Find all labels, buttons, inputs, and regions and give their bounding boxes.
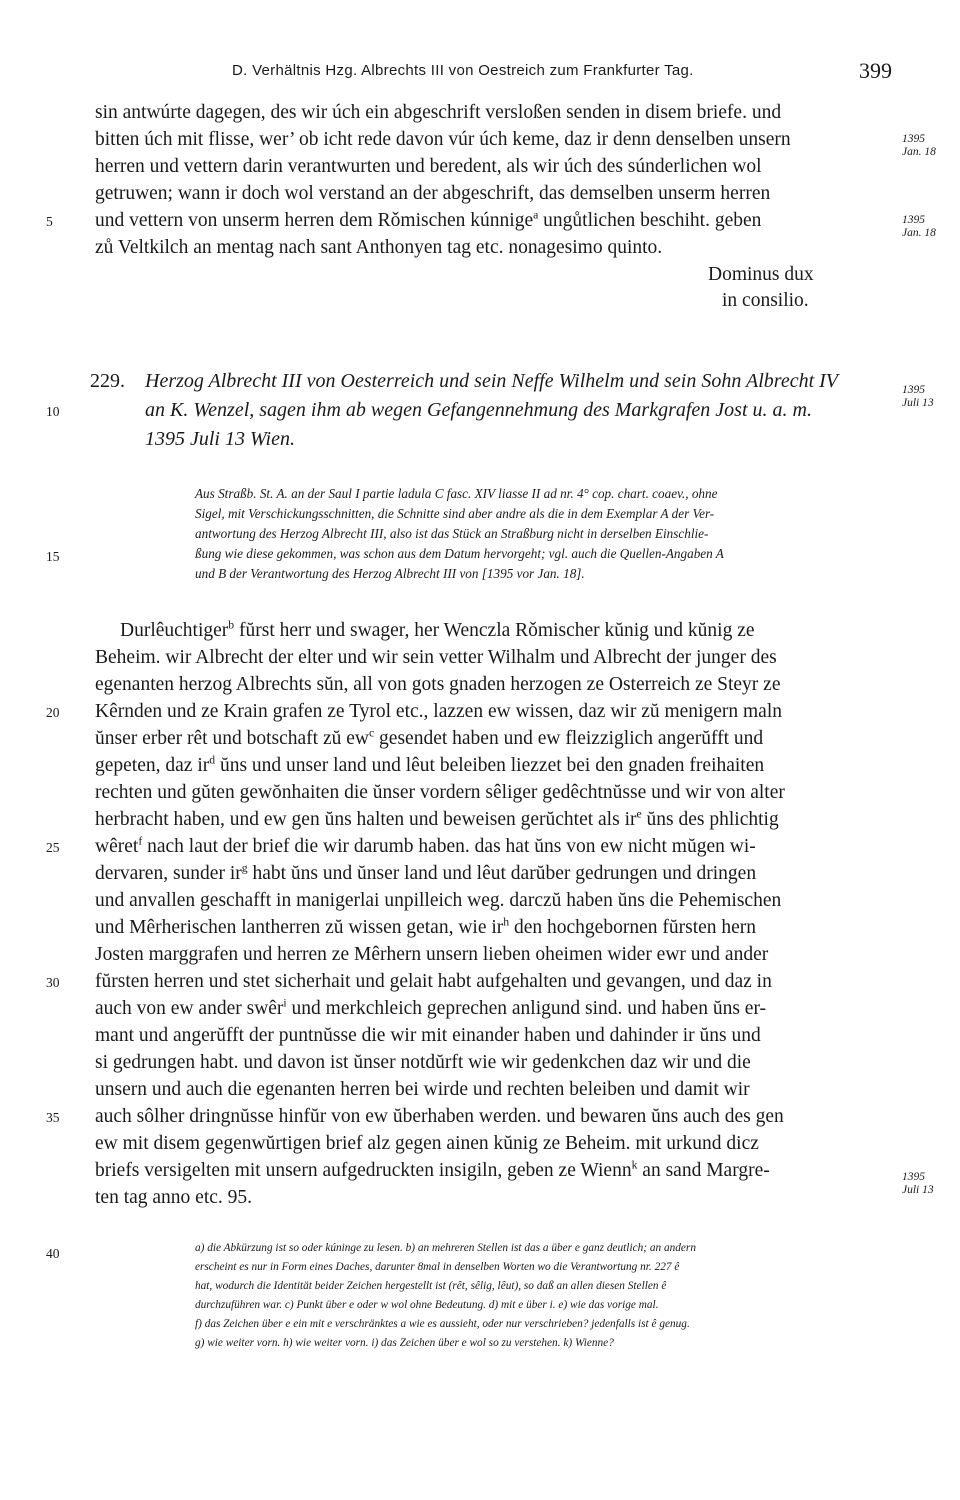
page-header	[232, 58, 892, 86]
text-line: herren und vettern darin verantwurten und beredent, als wir úch des súnderlichen wol	[95, 156, 762, 177]
line-number: 10	[46, 404, 60, 419]
page-number: 399	[859, 58, 892, 83]
document-title-line: Herzog Albrecht III von Oesterreich und sein Neffe Wilhelm und sein Sohn Albrecht IV	[145, 370, 839, 392]
source-line: Sigel, mit Verschickungsschnitten, die Schnitte sind aber andre als die in dem Exemplar A der Ver-	[195, 506, 715, 521]
margin-date: 1395 Jan. 18	[902, 133, 936, 158]
source-line: ßung wie diese gekommen, was schon aus dem Datum hervorgeht; vgl. auch die Quellen-Angaben A	[195, 546, 724, 561]
text-line: auch sôlher dringnŭsse hinfŭr von ew ŭberhaben werden. und bewaren ŭns auch des gen	[95, 1106, 784, 1127]
text-line: bitten úch mit flisse, wer’ ob icht rede davon vúr úch keme, daz ir denn denselben unsern	[95, 129, 791, 150]
source-line: antwortung des Herzog Albrecht III, also ist das Stück an Straßburg nicht in derselben Einschlie-	[195, 526, 709, 541]
text-line: fŭrsten herren und stet sicherhait und gelait habt aufgehalten und gevangen, und daz in	[95, 971, 772, 992]
footnote-line: erscheint es nur in Form eines Daches, darunter 8mal in denselben Worten wo die Verantwortung nr. 227 ê	[195, 1261, 680, 1273]
text-line: gepeten, daz $ir^d$ ŭns und unser land und lêut beleiben liezzet bei den gnaden freihaiten	[95, 753, 765, 776]
text-line: mant und angerŭfft der puntnŭsse die wir mit einander haben und dahinder ir ŭns und	[95, 1025, 761, 1046]
text-line: und vettern von unserm herren dem Rǒmischen kúnnige$^a$ ungůtlichen beschiht. geben	[95, 208, 762, 231]
line-number: 30	[46, 975, 60, 990]
text-line: sin antwúrte dagegen, des wir úch ein abgeschrift versloßen senden in disem briefe. und	[95, 102, 782, 123]
footnote-line: hat, wodurch die Identität beider Zeichen hergestellt ist (rêt, sêlig, lêut), so daß an allen diesen Stellen ê	[195, 1280, 667, 1292]
text-line: ten tag anno etc. 95.	[95, 1187, 253, 1208]
margin-date: 1395 Jan. 18	[902, 214, 936, 239]
footnote-line: a) die Abkürzung ist so oder kúninge zu lesen. b) an mehreren Stellen ist das a über e ganz deutlich; an andern	[195, 1242, 696, 1254]
line-number: 5	[46, 214, 53, 229]
running-head: D. Verhältnis Hzg. Albrechts III von Oestreich zum Frankfurter Tag.	[232, 62, 694, 79]
source-line: Aus Straßb. St. A. an der Saul I partie ladula C fasc. XIV liasse II ad nr. 4° cop. chart. coaev., ohne	[195, 486, 718, 501]
line-number: 35	[46, 1110, 60, 1125]
document-number: 229.	[90, 370, 125, 392]
line-number: 20	[46, 705, 60, 720]
text-line: auch von ew ander swêr$^i$ und merkchleich geprechen anligund sind. und haben ŭns er-	[95, 996, 767, 1019]
footnote-line: f) das Zeichen über e ein mit e verschränktes a wie es aussieht, oder nur verschrieben? jedenfalls ist ê genug.	[195, 1318, 690, 1330]
text-line: ŭnser erber rêt und botschaft zŭ $ew^c$ gesendet haben und ew fleizziglich angerŭfft und	[95, 726, 764, 749]
text-line: Kêrnden und ze Krain grafen ze Tyrol etc., lazzen ew wissen, daz wir zŭ menigern maln	[95, 701, 782, 722]
text-line: briefs versigelten mit unsern aufgedruckten insigiln, geben ze Wienn$^k$ an sand Margre-	[95, 1158, 770, 1181]
line-number: 25	[46, 840, 60, 855]
signature-line: in consilio.	[722, 290, 809, 311]
margin-date: 1395 Juli 13	[902, 384, 934, 409]
line-number: 15	[46, 549, 60, 564]
text-line: unsern und auch die egenanten herren bei wirde und rechten beleiben und damit wir	[95, 1079, 750, 1100]
text-line: Durlêuchtiger$^b$ fŭrst herr und swager, her Wenczla Rǒmischer kŭnig und kŭnig ze	[120, 618, 755, 641]
line-number: 40	[46, 1246, 60, 1261]
document-title-line: 1395 Juli 13 Wien.	[145, 428, 295, 450]
signature-line: Dominus dux	[708, 264, 814, 285]
document-title-line: an K. Wenzel, sagen ihm ab wegen Gefangennehmung des Markgrafen Jost u. a. m.	[145, 399, 812, 421]
text-line: si gedrungen habt. und davon ist ŭnser notdŭrft wie wir gedenkchen daz wir und die	[95, 1052, 751, 1073]
margin-date: 1395 Juli 13	[902, 1171, 934, 1196]
text-line: dervaren, sunder $ir^g$ habt ŭns und ŭnser land und lêut darŭber gedrungen und dringen	[95, 861, 757, 884]
text-line: Josten marggrafen und herren ze Mêrhern unsern lieben oheimen wider ewr und ander	[95, 944, 769, 965]
text-line: wêret$^f$ nach laut der brief die wir darumb haben. das hat ŭns von ew nicht mŭgen wi-	[95, 834, 756, 857]
text-line: und Mêrherischen lantherren zŭ wissen getan, wie $ir^h$ den hochgebornen fŭrsten hern	[95, 915, 757, 938]
footnote-line: g) wie weiter vorn. h) wie weiter vorn. i) das Zeichen über e wol so zu verstehen. k) Wienne?	[195, 1337, 614, 1349]
text-line: Beheim. wir Albrecht der elter und wir sein vetter Wilhalm und Albrecht der junger des	[95, 647, 777, 668]
source-line: und B der Verantwortung des Herzog Albrecht III von [1395 vor Jan. 18].	[195, 566, 585, 581]
text-line: herbracht haben, und ew gen ŭns halten und beweisen gerŭchtet als $ir^e$ ŭns des phlichtig	[95, 807, 779, 830]
text-line: egenanten herzog Albrechts sŭn, all von gots gnaden herzogen ze Osterreich ze Steyr ze	[95, 674, 781, 695]
text-line: getruwen; wann ir doch wol verstand an der abgeschrift, das demselben unserm herren	[95, 183, 771, 204]
text-line: und anvallen geschafft in manigerlai unpilleich weg. darczŭ haben ŭns die Pehemischen	[95, 890, 782, 911]
text-line: rechten und gŭten gewŏnhaiten die ŭnser vordern sêliger gedêchtnŭsse und wir von alter	[95, 782, 785, 803]
text-line: zů Veltkilch an mentag nach sant Anthonyen tag etc. nonagesimo quinto.	[95, 237, 663, 258]
text-line: ew mit disem gegenwŭrtigen brief alz gegen ainen kŭnig ze Beheim. mit urkund dicz	[95, 1133, 759, 1154]
footnote-line: durchzuführen war. c) Punkt über e oder w wol ohne Bedeutung. d) mit e über i. e) wie das vorige mal.	[195, 1299, 659, 1311]
